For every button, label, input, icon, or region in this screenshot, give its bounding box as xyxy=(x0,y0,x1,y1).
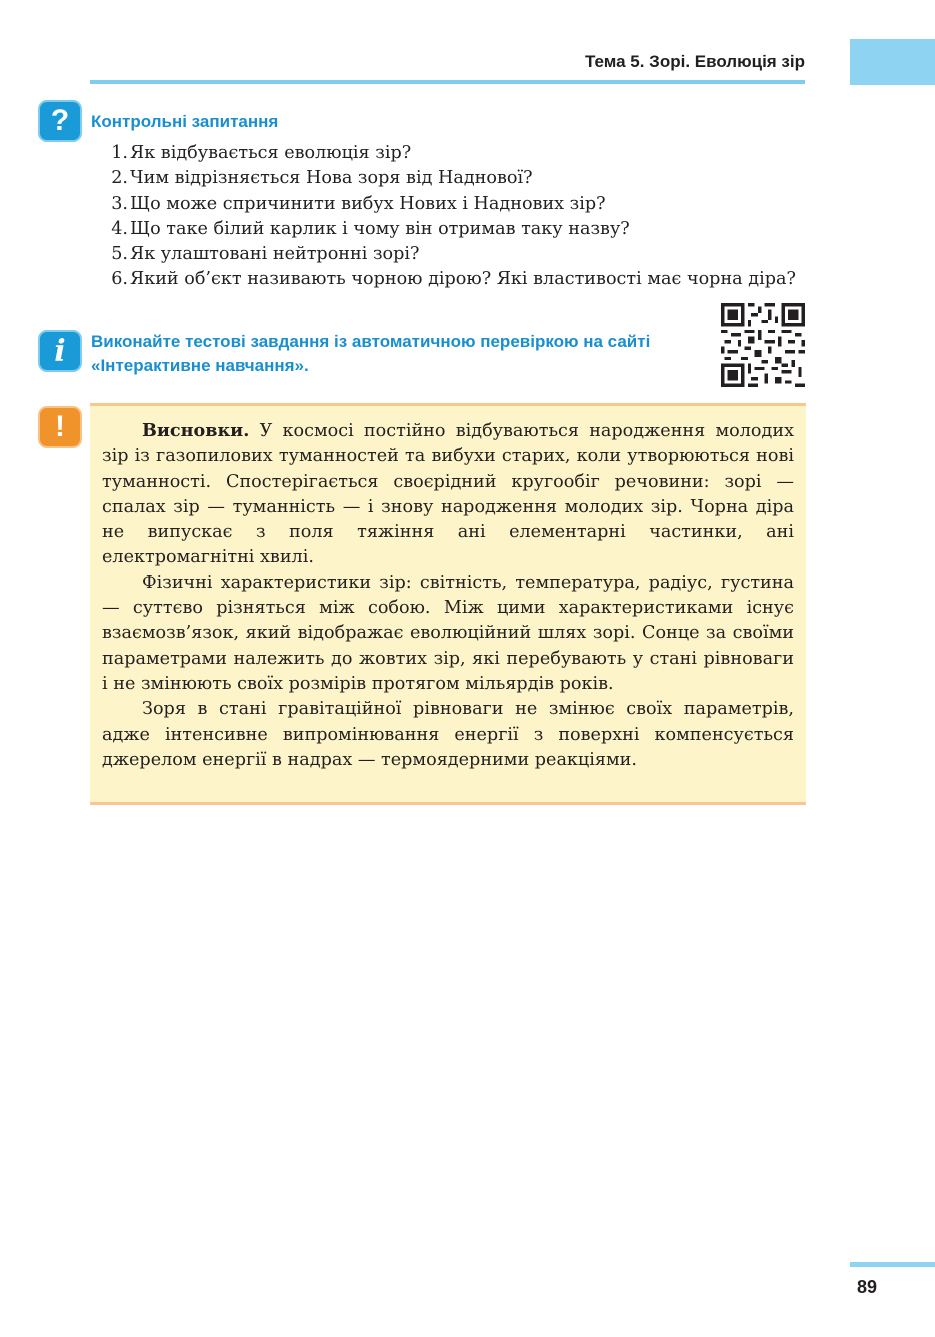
question-text: Як відбувається еволюція зір? xyxy=(130,143,412,163)
question-text: Як улаштовані нейтронні зорі? xyxy=(130,244,420,265)
questions-heading: Контрольні запитання xyxy=(91,112,279,131)
conclusion-text: У космосі постійно відбуваються народження молодих зір із газопилових туманностей та вибухи старих, коли утворюються нові туманності. Спостерігається своєрідний кругообіг речовини: зорі — спалах зір — туманність — і знову народження молодих зір. Чорна діра не випускає з поля тяжіння ані елементарні частинки, ані електромагнітні хвилі. xyxy=(102,421,794,568)
question-number: 4. xyxy=(111,218,128,239)
header-color-tab xyxy=(850,39,935,85)
qr-code-icon[interactable] xyxy=(721,303,805,387)
conclusion-paragraph xyxy=(102,418,794,571)
question-number: 1. xyxy=(111,143,128,163)
question-mark-icon: ? xyxy=(38,100,82,142)
conclusion-lead: Висновки. xyxy=(142,420,250,441)
info-icon: i xyxy=(38,330,82,372)
question-number: 3. xyxy=(111,193,128,214)
list-item xyxy=(104,242,809,267)
question-text: Чим відрізняється Нова зоря від Наднової? xyxy=(130,168,533,189)
list-item xyxy=(104,217,809,242)
question-number: 5. xyxy=(111,244,128,265)
question-text: Що таке білий карлик і чому він отримав таку назву? xyxy=(130,218,630,239)
question-text: Що може спричинити вибух Нових і Наднових зір? xyxy=(130,193,606,214)
list-item xyxy=(104,267,809,292)
list-item xyxy=(104,192,809,217)
footer-divider xyxy=(850,1262,935,1267)
questions-list xyxy=(104,141,809,293)
page-number: 89 xyxy=(857,1277,878,1297)
interactive-learning-link[interactable]: Виконайте тестові завдання із автоматичною перевіркою на сайті «Інтерактивне навчання». xyxy=(91,332,651,375)
exclamation-icon: ! xyxy=(38,406,82,448)
header-divider xyxy=(90,80,805,84)
question-number: 6. xyxy=(111,269,128,290)
conclusion-box xyxy=(90,403,806,805)
list-item xyxy=(104,166,809,191)
conclusion-paragraph: Зоря в стані гравітаційної рівноваги не змінює своїх параметрів, адже інтенсивне випромінювання енергії з поверхні компенсується джерелом енергії в надрах — термоядерними реакціями. xyxy=(102,699,794,770)
question-text: Який об’єкт називають чорною дірою? Які властивості має чорна діра? xyxy=(130,269,796,290)
page-title: Тема 5. Зорі. Еволюція зір xyxy=(584,52,805,71)
question-number: 2. xyxy=(111,168,128,189)
list-item xyxy=(104,141,809,166)
conclusion-paragraph: Фізичні характеристики зір: світність, температура, радіус, густина — суттєво різняться між собою. Між цими характеристиками існує взаємозв’язок, який відображає еволюційний шлях зорі. Сонце за своїми параметрами належить до жовтих зір, які перебувають у стані рівноваги і не змінюють своїх розмірів протягом мільярдів років. xyxy=(102,572,794,694)
